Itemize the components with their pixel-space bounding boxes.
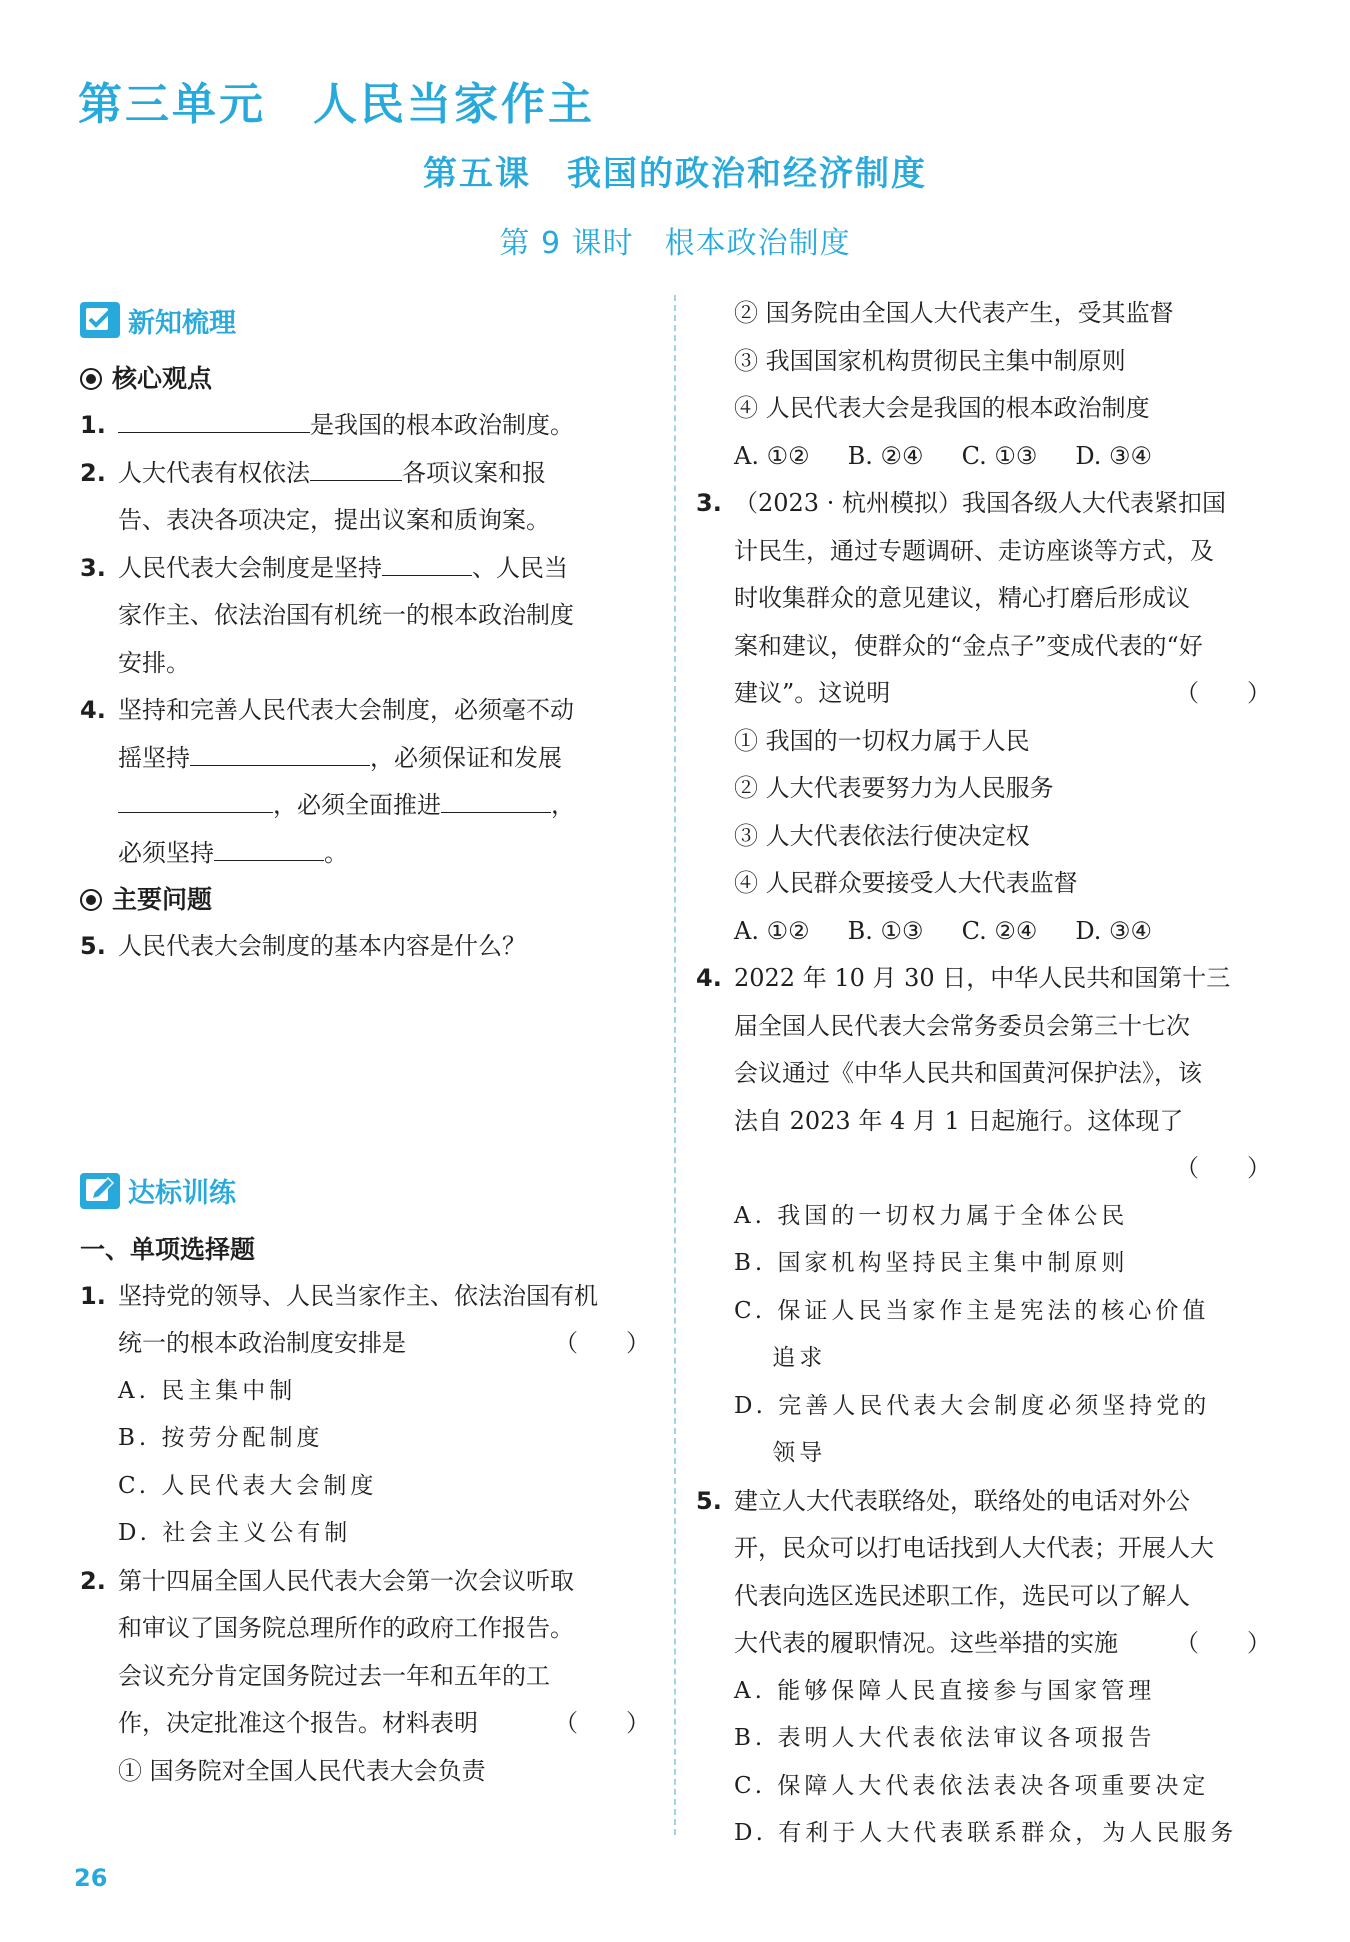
option[interactable]: D. ③④ <box>1075 441 1153 470</box>
choice-question-4: 4. 2022 年 10 月 30 日，中华人民共和国第十三 届全国人民代表大会常务委员会第三十七次 会议通过《中华人民共和国黄河保护法》，该 法自 2023 年 4 月 1 日起施行。这体现了 （ ） <box>696 955 1271 1193</box>
question-4: 4. 坚持和完善人民代表大会制度，必须毫不动 摇坚持 ，必须保证和发展 ，必须全面推进 ， 必须坚持 。 <box>80 696 575 867</box>
answer-blank[interactable] <box>382 546 472 576</box>
option[interactable]: C. ②④ <box>961 916 1038 945</box>
left-column <box>80 290 650 1795</box>
option[interactable]: A. 民主集中制 <box>118 1377 297 1404</box>
lesson-title: 第五课 我国的政治和经济制度 <box>423 154 927 194</box>
option[interactable]: D. 完善人民代表大会制度必须坚持党的 <box>734 1392 1211 1419</box>
question-2: 2. 人大代表有权依法 各项议案和报 告、表决各项决定，提出议案和质询案。 <box>80 450 650 545</box>
option[interactable]: A. ①② <box>734 441 810 470</box>
main-questions-heading: 主要问题 <box>80 877 650 923</box>
question-5: 5. 人民代表大会制度的基本内容是什么？ <box>80 932 526 960</box>
answer-bracket[interactable]: （ ） <box>1175 1154 1271 1182</box>
question-3: 3. 人民代表大会制度是坚持 、人民当 家作主、依法治国有机统一的根本政治制度 安排。 <box>80 545 650 688</box>
option[interactable]: C. ①③ <box>961 441 1038 470</box>
section-title: 新知梳理 <box>128 307 236 339</box>
option[interactable]: D. ③④ <box>1075 916 1153 945</box>
statement: ③ 我国国家机构贯彻民主集中制原则 <box>734 346 1126 375</box>
option[interactable]: C. 保障人大代表依法表决各项重要决定 <box>734 1772 1210 1799</box>
option[interactable]: B. 表明人大代表依法审议各项报告 <box>734 1725 1156 1751</box>
statement: ③ 人大代表依法行使决定权 <box>734 821 1030 850</box>
option[interactable]: A. 我国的一切权力属于全体公民 <box>734 1202 1129 1229</box>
right-column <box>696 290 1271 1858</box>
answer-blank[interactable] <box>214 831 324 861</box>
answer-blank[interactable] <box>441 783 551 813</box>
answer-bracket[interactable]: （ ） <box>554 1709 650 1737</box>
section-header-practice <box>80 1167 650 1215</box>
answer-bracket[interactable]: （ ） <box>1175 679 1271 707</box>
answer-blank[interactable] <box>310 451 402 481</box>
option[interactable]: B. ②④ <box>847 441 924 470</box>
option-row <box>696 433 1271 481</box>
choice-question-2: 2. 第十四届全国人民代表大会第一次会议听取 和审议了国务院总理所作的政府工作报告。 会议充分肯定国务院过去一年和五年的工 作，决定批准这个报告。材料表明 （ ） <box>80 1558 650 1748</box>
page-number: 26 <box>74 1864 108 1892</box>
column-divider <box>674 295 676 1835</box>
answer-blank[interactable] <box>190 736 370 766</box>
statement: ④ 人民代表大会是我国的根本政治制度 <box>734 394 1150 422</box>
section-title: 达标训练 <box>128 1178 236 1209</box>
answer-bracket[interactable]: （ ） <box>554 1329 650 1357</box>
option[interactable]: B. 按劳分配制度 <box>118 1425 324 1451</box>
period-title: 第 9 课时 根本政治制度 <box>499 226 851 261</box>
option-continuation: 领导 <box>734 1440 827 1466</box>
question-1: 1. 是我国的根本政治制度。 <box>80 402 650 450</box>
option[interactable]: A. 能够保障人民直接参与国家管理 <box>734 1677 1156 1704</box>
bullet-icon <box>80 368 102 390</box>
option-continuation: 追求 <box>734 1345 827 1371</box>
bullet-icon <box>80 889 102 911</box>
core-views-heading: 核心观点 <box>80 356 650 402</box>
answer-bracket[interactable]: （ ） <box>1175 1629 1271 1657</box>
statement: ① 国务院对全国人民代表大会负责 <box>118 1756 486 1785</box>
choice-question-5: 5. 建立人大代表联络处，联络处的电话对外公 开，民众可以打电话找到人大代表；开展人大 代表向选区选民述职工作，选民可以了解人 大代表的履职情况。这些举措的实施 （ ） <box>696 1478 1271 1668</box>
option[interactable]: C. 保证人民当家作主是宪法的核心价值 <box>734 1297 1210 1324</box>
answer-blank[interactable] <box>118 403 310 433</box>
answer-blank[interactable] <box>118 783 273 813</box>
choice-question-3: 3. （2023 · 杭州模拟）我国各级人大代表紧扣国 计民生，通过专题调研、走访座谈等方式，及 时收集群众的意见建议，精心打磨后形成议 案和建议，使群众的“金点子”变成代表的“好 建议”。这说明 （ ） <box>696 480 1271 718</box>
unit-title: 第三单元 人民当家作主 <box>78 79 595 130</box>
statement: ④ 人民群众要接受人大代表监督 <box>734 869 1078 897</box>
section-header-new-knowledge <box>80 296 650 344</box>
statement: ② 国务院由全国人大代表产生，受其监督 <box>734 299 1174 327</box>
option[interactable]: A. ①② <box>734 916 810 945</box>
option[interactable]: B. 国家机构坚持民主集中制原则 <box>734 1250 1129 1276</box>
checkbox-icon <box>80 302 120 338</box>
option[interactable]: D. 有利于人大代表联系群众，为人民服务 <box>734 1820 1238 1846</box>
answer-space[interactable] <box>80 971 650 1161</box>
option-row <box>696 908 1271 956</box>
option[interactable]: D. 社会主义公有制 <box>118 1520 352 1546</box>
part-heading: 一、单项选择题 <box>80 1234 256 1264</box>
statement: ① 我国的一切权力属于人民 <box>734 726 1030 755</box>
pencil-icon <box>80 1173 120 1209</box>
choice-question-1: 1. 坚持党的领导、人民当家作主、依法治国有机 统一的根本政治制度安排是 （ ） <box>80 1273 650 1368</box>
option[interactable]: C. 人民代表大会制度 <box>118 1472 378 1499</box>
statement: ② 人大代表要努力为人民服务 <box>734 774 1054 802</box>
option[interactable]: B. ①③ <box>847 916 924 945</box>
